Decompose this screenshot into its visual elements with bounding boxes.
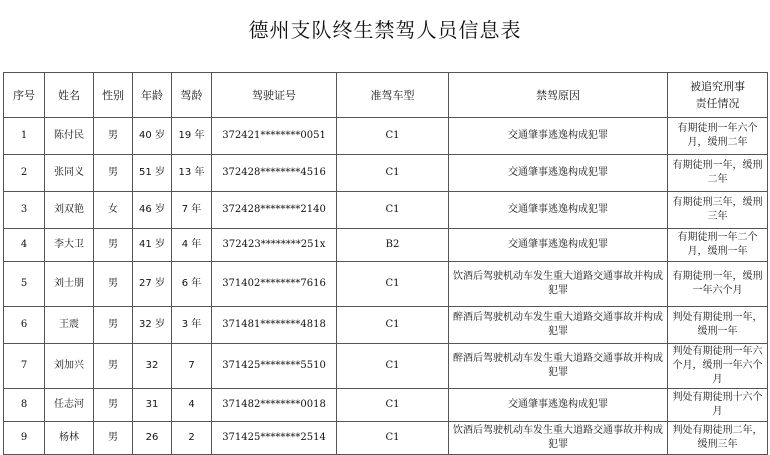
page-title: 德州支队终生禁驾人员信息表: [248, 18, 522, 42]
cell-vehicle-class: B2: [337, 229, 449, 262]
cell-seq: 5: [4, 262, 45, 307]
cell-reason: 交通肇事逃逸构成犯罪: [449, 229, 668, 262]
cell-name: 刘加兴: [45, 344, 94, 389]
cell-age: 32: [133, 344, 172, 389]
cell-gender: 男: [94, 344, 133, 389]
cell-gender: 男: [94, 155, 133, 192]
cell-driving-years: 2: [172, 422, 212, 455]
header-name: 姓名: [45, 73, 94, 118]
cell-license: 371425********5510: [212, 344, 337, 389]
cell-reason: 饮酒后驾驶机动车发生重大道路交通事故并构成犯罪: [449, 422, 668, 455]
cell-penalty: 有期徒刑一年，缓刑二年: [668, 155, 768, 192]
cell-license: 371425********2514: [212, 422, 337, 455]
cell-license: 371482********0018: [212, 389, 337, 422]
cell-gender: 男: [94, 229, 133, 262]
cell-age: 32 岁: [133, 307, 172, 344]
cell-age: 46 岁: [133, 192, 172, 229]
cell-age: 26: [133, 422, 172, 455]
cell-seq: 1: [4, 118, 45, 155]
cell-name: 王震: [45, 307, 94, 344]
cell-vehicle-class: C1: [337, 118, 449, 155]
table-row: [4, 344, 768, 389]
cell-gender: 男: [94, 422, 133, 455]
cell-seq: 9: [4, 422, 45, 455]
cell-seq: 6: [4, 307, 45, 344]
cell-license: 372428********2140: [212, 192, 337, 229]
cell-license: 371481********4818: [212, 307, 337, 344]
cell-driving-years: 13 年: [172, 155, 212, 192]
cell-age: 31: [133, 389, 172, 422]
cell-reason: 交通肇事逃逸构成犯罪: [449, 118, 668, 155]
header-penalty-line2: 责任情况: [695, 97, 740, 110]
cell-name: 张同义: [45, 155, 94, 192]
cell-name: 任志河: [45, 389, 94, 422]
cell-penalty: 有期徒刑三年，缓刑三年: [668, 192, 768, 229]
cell-gender: 女: [94, 192, 133, 229]
cell-license: 372421********0051: [212, 118, 337, 155]
cell-driving-years: 3 年: [172, 307, 212, 344]
cell-seq: 7: [4, 344, 45, 389]
cell-reason: 醉酒后驾驶机动车发生重大道路交通事故并构成犯罪: [449, 344, 668, 389]
cell-penalty: 判处有期徒刑二年，缓刑三年: [668, 422, 768, 455]
cell-reason: 交通肇事逃逸构成犯罪: [449, 192, 668, 229]
cell-gender: 男: [94, 389, 133, 422]
cell-reason: 交通肇事逃逸构成犯罪: [449, 389, 668, 422]
cell-vehicle-class: C1: [337, 262, 449, 307]
cell-penalty: 判处有期徒刑一年，缓刑一年: [668, 307, 768, 344]
cell-driving-years: 7: [172, 344, 212, 389]
cell-name: 刘士朋: [45, 262, 94, 307]
cell-reason: 交通肇事逃逸构成犯罪: [449, 155, 668, 192]
cell-reason: 醉酒后驾驶机动车发生重大道路交通事故并构成犯罪: [449, 307, 668, 344]
header-row: [4, 73, 768, 118]
cell-penalty: 有期徒刑一年，缓刑一年六个月: [668, 262, 768, 307]
cell-vehicle-class: C1: [337, 389, 449, 422]
cell-gender: 男: [94, 262, 133, 307]
cell-license: 372423********251x: [212, 229, 337, 262]
cell-penalty: 有期徒刑一年六个月，缓刑二年: [668, 118, 768, 155]
cell-driving-years: 19 年: [172, 118, 212, 155]
cell-gender: 男: [94, 307, 133, 344]
table-row: [4, 422, 768, 455]
cell-age: 40 岁: [133, 118, 172, 155]
cell-seq: 8: [4, 389, 45, 422]
cell-license: 371402********7616: [212, 262, 337, 307]
info-table: [3, 72, 768, 455]
cell-driving-years: 4: [172, 389, 212, 422]
header-driving-years: 驾龄: [172, 73, 212, 118]
table-row: [4, 155, 768, 192]
cell-seq: 2: [4, 155, 45, 192]
table-row: [4, 262, 768, 307]
header-license: 驾驶证号: [212, 73, 337, 118]
header-vehicle-class: 准驾车型: [337, 73, 449, 118]
cell-name: 刘双艳: [45, 192, 94, 229]
cell-seq: 3: [4, 192, 45, 229]
cell-name: 李大卫: [45, 229, 94, 262]
table-row: [4, 229, 768, 262]
cell-name: 杨林: [45, 422, 94, 455]
cell-vehicle-class: C1: [337, 344, 449, 389]
cell-license: 372428********4516: [212, 155, 337, 192]
cell-penalty: 判处有期徒刑十六个月: [668, 389, 768, 422]
cell-penalty: 有期徒刑一年二个月，缓刑一年: [668, 229, 768, 262]
table-row: [4, 307, 768, 344]
cell-age: 51 岁: [133, 155, 172, 192]
header-penalty-line1: 被追究刑事: [690, 80, 745, 93]
table-row: [4, 389, 768, 422]
header-penalty: [668, 73, 768, 118]
table-row: [4, 118, 768, 155]
cell-vehicle-class: C1: [337, 422, 449, 455]
header-reason: 禁驾原因: [449, 73, 668, 118]
cell-vehicle-class: C1: [337, 192, 449, 229]
table-row: [4, 192, 768, 229]
cell-penalty: 判处有期徒刑一年六个月，缓刑一年六个月: [668, 344, 768, 389]
cell-age: 41 岁: [133, 229, 172, 262]
cell-name: 陈付民: [45, 118, 94, 155]
header-seq: 序号: [4, 73, 45, 118]
cell-vehicle-class: C1: [337, 155, 449, 192]
cell-driving-years: 4 年: [172, 229, 212, 262]
header-age: 年龄: [133, 73, 172, 118]
header-gender: 性别: [94, 73, 133, 118]
cell-driving-years: 7 年: [172, 192, 212, 229]
cell-gender: 男: [94, 118, 133, 155]
cell-reason: 饮酒后驾驶机动车发生重大道路交通事故并构成犯罪: [449, 262, 668, 307]
cell-age: 27 岁: [133, 262, 172, 307]
cell-driving-years: 6 年: [172, 262, 212, 307]
cell-vehicle-class: C1: [337, 307, 449, 344]
cell-seq: 4: [4, 229, 45, 262]
